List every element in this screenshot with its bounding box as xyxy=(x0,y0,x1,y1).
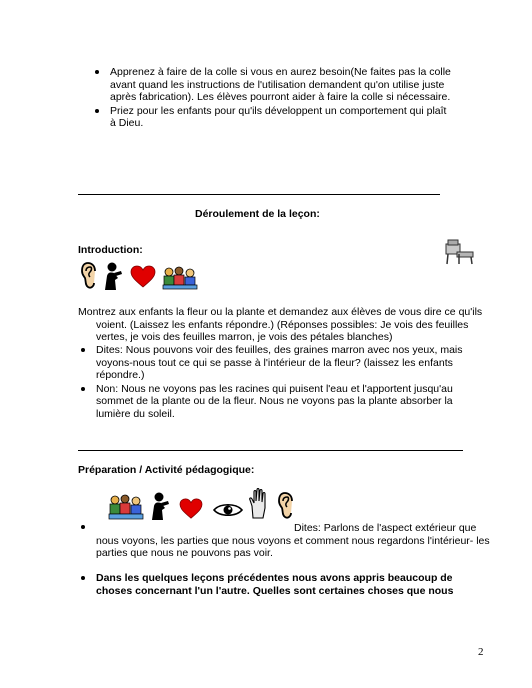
introduction-paragraph-text: Montrez aux enfants la fleur ou la plante et demandez aux élèves de vous dire ce qu'ils voient. (Laissez les enfants répondre.) (Réponses possibles: Je vois des feuilles vertes, je vois des feuilles marron, je vois des pétales blanches) xyxy=(78,306,483,343)
heart-icon xyxy=(130,265,156,289)
praying-child-icon xyxy=(101,262,125,290)
divider xyxy=(78,450,463,451)
ear-icon xyxy=(276,492,296,520)
list-item: Dites: Nous pouvons voir des feuilles, des graines marron avec nos yeux, mais voyons-nous tout ce qui se passe à l'intérieur de la fleur? (laissez les enfants répondre.) xyxy=(78,344,480,382)
preparation-bullets xyxy=(78,572,480,598)
introduction-bullets xyxy=(78,344,480,421)
preparation-bullet-1-text: Dites: Parlons de l'aspect extérieur que nous voyons, les parties que nous voyons et comment nous regardons l'intérieur- les parties que nous ne pouvons pas voir. xyxy=(96,522,490,559)
list-item: Dans les quelques leçons précédentes nous avons appris beaucoup de choses concernant l'un l'autre. Quelles sont certaines choses que nous xyxy=(78,572,480,597)
introduction-heading: Introduction: xyxy=(78,244,143,256)
eye-icon xyxy=(213,502,243,518)
praying-child-icon xyxy=(148,492,172,520)
preparation-heading: Préparation / Activité pédagogique: xyxy=(78,464,255,476)
divider xyxy=(78,194,440,195)
page-number: 2 xyxy=(478,646,484,658)
introduction-paragraph xyxy=(78,306,498,344)
heart-icon xyxy=(178,498,204,520)
children-group-icon xyxy=(108,494,144,520)
preparation-bullet-1 xyxy=(78,488,496,559)
section-title: Déroulement de la leçon: xyxy=(195,208,320,220)
list-item: Priez pour les enfants pour qu'ils développent un comportement qui plaît à Dieu. xyxy=(92,105,452,130)
children-group-icon xyxy=(162,266,198,290)
list-item: Apprenez à faire de la colle si vous en aurez besoin(Ne faites pas la colle avant quand les instructions de l'utilisation demandent qu'on utilise juste après fabrication). Les élèves pourront aider à faire la colle si nécessaire. xyxy=(92,66,452,104)
hand-icon xyxy=(248,488,270,520)
top-list xyxy=(92,66,452,131)
ear-icon xyxy=(80,262,98,290)
list-item: Non: Nous ne voyons pas les racines qui puisent l'eau et l'apportent jusqu'au sommet de la plante ou de la fleur. Nous ne voyons pas la plante absorber la lumière du soleil. xyxy=(78,383,480,421)
desk-icon xyxy=(443,238,475,266)
bullet-dot xyxy=(81,525,85,529)
